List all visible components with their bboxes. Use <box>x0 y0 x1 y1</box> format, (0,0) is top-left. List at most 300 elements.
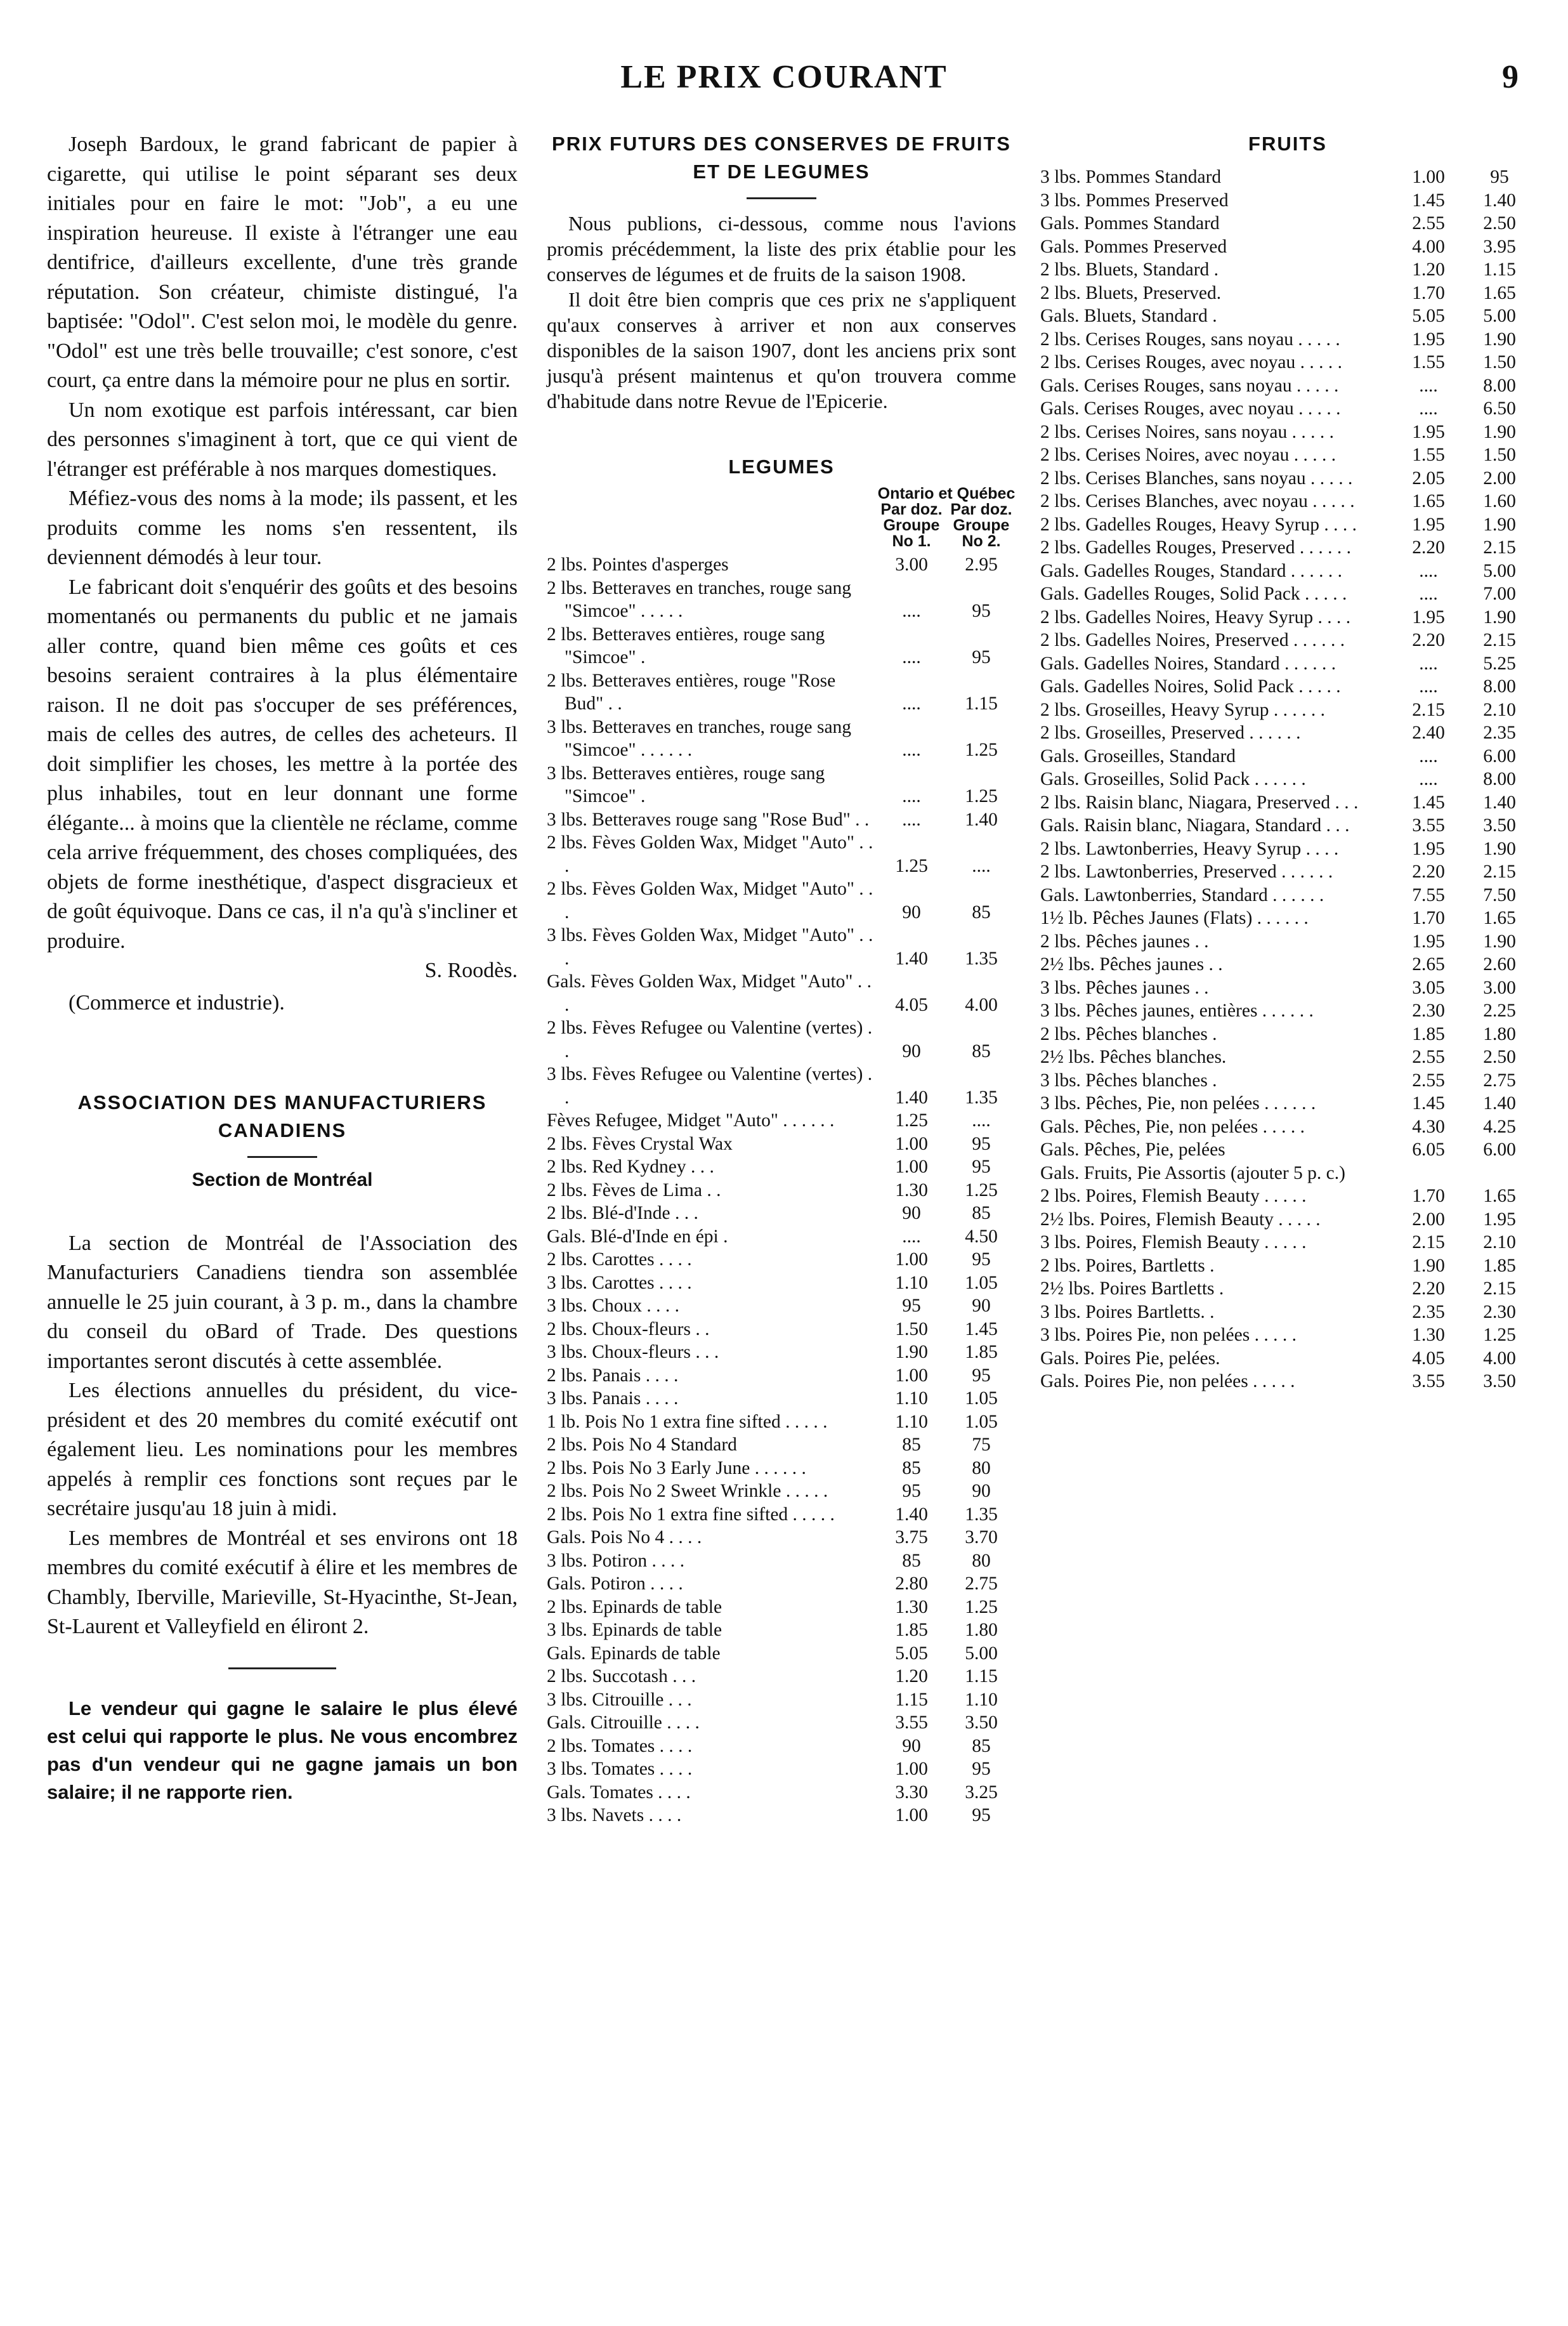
product-name: 2 lbs. Fèves Golden Wax, Midget "Auto" . . . <box>547 832 873 876</box>
legumes-row <box>547 1480 1016 1503</box>
price-group-1: 1.50 <box>895 1318 928 1339</box>
product-name: Gals. Pois No 4 . . . . <box>547 1527 702 1547</box>
price-group-2: 2.75 <box>965 1574 998 1594</box>
price-group-2: 3.50 <box>1483 1371 1516 1391</box>
price-group-2: 2.15 <box>1483 537 1516 558</box>
page-title: LE PRIX COURANT <box>620 59 948 95</box>
price-group-2: 1.05 <box>965 1411 998 1432</box>
price-group-2: 7.50 <box>1483 884 1516 905</box>
legumes-row <box>547 831 1016 877</box>
product-name: 2 lbs. Cerises Blanches, sans noyau . . . . . <box>1040 468 1353 489</box>
price-group-1: 1.10 <box>895 1411 928 1432</box>
price-group-2: 1.65 <box>1483 1186 1516 1206</box>
price-group-2: 7.00 <box>1483 584 1516 604</box>
article-paragraph: Méfiez-vous des noms à la mode; ils passent, et les produits comme les noms s'en ressentent, ils deviennent démodés à leur tour. <box>47 487 518 569</box>
legumes-row <box>547 1572 1016 1596</box>
price-group-2: 4.25 <box>1483 1116 1516 1137</box>
price-group-1: 2.80 <box>895 1574 928 1594</box>
price-group-2: 1.40 <box>1483 792 1516 813</box>
product-name: Gals. Cerises Rouges, avec noyau . . . . . <box>1040 398 1341 419</box>
closing-note: Le vendeur qui gagne le salaire le plus élevé est celui qui rapporte le plus. Ne vous encombrez pas d'un vendeur qui ne gagne jamais un bon salaire; il ne rapporte rien. <box>47 1697 518 1803</box>
group-subheads <box>547 502 1016 549</box>
product-name: 2 lbs. Pêches blanches . <box>1040 1023 1217 1044</box>
article-paragraph: Un nom exotique est parfois intéressant, car bien des personnes s'imaginent à tort, que ce qui vient de l'étranger est préférable à nos marques domestiques. <box>47 398 518 481</box>
price-group-1: 3.55 <box>895 1712 928 1733</box>
product-name: 2 lbs. Groseilles, Heavy Syrup . . . . . . <box>1040 699 1326 720</box>
fruits-row <box>1040 675 1535 699</box>
price-group-2: 95 <box>972 1759 991 1779</box>
price-group-1: 1.00 <box>1412 167 1445 187</box>
fruits-row <box>1040 189 1535 213</box>
product-name: 2 lbs. Lawtonberries, Heavy Syrup . . . . <box>1040 838 1339 859</box>
price-group-2: 85 <box>972 902 991 923</box>
left-column <box>47 130 518 1806</box>
product-name: 2 lbs. Pois No 2 Sweet Wrinkle . . . . . <box>547 1481 828 1501</box>
price-group-2: 1.35 <box>965 1087 998 1108</box>
legumes-row <box>547 1619 1016 1642</box>
fruits-row <box>1040 1208 1535 1232</box>
fruits-row <box>1040 1254 1535 1278</box>
fruits-row <box>1040 212 1535 235</box>
price-group-2: .... <box>972 855 991 876</box>
price-group-1: 5.05 <box>895 1643 928 1664</box>
product-name: Fèves Refugee, Midget "Auto" . . . . . . <box>547 1110 835 1131</box>
price-group-2: 1.60 <box>1483 491 1516 511</box>
legumes-row <box>547 1410 1016 1434</box>
price-group-1: .... <box>1419 676 1438 697</box>
product-name: 2½ lbs. Poires Bartletts . <box>1040 1278 1224 1299</box>
product-name: 2 lbs. Gadelles Noires, Preserved . . . . . . <box>1040 630 1345 650</box>
price-group-1: 85 <box>902 1435 921 1455</box>
price-group-2: 2.60 <box>1483 954 1516 975</box>
product-name: 2 lbs. Pois No 4 Standard <box>547 1435 737 1455</box>
price-group-1: 2.40 <box>1412 723 1445 743</box>
product-name: 3 lbs. Poires Bartletts. . <box>1040 1301 1215 1322</box>
fruits-row <box>1040 328 1535 352</box>
price-group-1: 1.30 <box>895 1179 928 1200</box>
fruits-row <box>1040 721 1535 745</box>
legumes-row <box>547 1271 1016 1295</box>
price-group-2: 2.25 <box>1483 1001 1516 1021</box>
price-group-1: .... <box>1419 653 1438 674</box>
product-name: 3 lbs. Pêches jaunes . . <box>1040 977 1209 998</box>
fruits-row <box>1040 235 1535 259</box>
price-group-1: 4.05 <box>895 994 928 1015</box>
price-group-2: .... <box>972 1110 991 1131</box>
product-name: 3 lbs. Choux . . . . <box>547 1296 679 1316</box>
legumes-row <box>547 1688 1016 1712</box>
product-name: 3 lbs. Fèves Refugee ou Valentine (vertes) . . <box>547 1064 873 1108</box>
group-2-label: Par doz. Groupe No 2. <box>950 501 1012 550</box>
price-group-2: 1.25 <box>1483 1325 1516 1345</box>
legumes-row <box>547 669 1016 716</box>
price-group-2: 1.25 <box>965 1596 998 1617</box>
price-group-2: 1.40 <box>1483 190 1516 211</box>
legumes-row <box>547 1248 1016 1271</box>
fruits-row <box>1040 444 1535 467</box>
product-name: Gals. Gadelles Rouges, Standard . . . . . . <box>1040 560 1343 581</box>
fruits-heading: FRUITS <box>1248 133 1327 155</box>
association-paragraph: Les élections annuelles du président, du vice-président et des 20 membres du comité exécutif ont également lieu. Les nominations pour les membres appelés à remplir ces fonctions sont reçues par le secrétaire jusqu'au 18 juin à midi. <box>47 1379 518 1520</box>
fruits-row <box>1040 1277 1535 1301</box>
product-name: Gals. Groseilles, Solid Pack . . . . . . <box>1040 769 1306 789</box>
price-group-1: 5.05 <box>1412 306 1445 326</box>
fruits-row <box>1040 166 1535 189</box>
product-name: 2 lbs. Pois No 1 extra fine sifted . . . . . <box>547 1504 835 1525</box>
fruits-row <box>1040 976 1535 1000</box>
fruits-row <box>1040 860 1535 884</box>
section-heading: Section de Montréal <box>192 1169 373 1190</box>
product-name: 3 lbs. Betteraves entières, rouge sang "Simcoe" . <box>547 763 825 806</box>
product-name: 2 lbs. Raisin blanc, Niagara, Preserved . . . <box>1040 792 1359 813</box>
price-group-1: 2.00 <box>1412 1209 1445 1230</box>
price-group-1: 1.45 <box>1412 1093 1445 1114</box>
price-group-2: 85 <box>972 1203 991 1223</box>
fruits-row <box>1040 421 1535 444</box>
legumes-row <box>547 1133 1016 1156</box>
legumes-row <box>547 1179 1016 1202</box>
fruits-row <box>1040 884 1535 907</box>
product-name: Gals. Groseilles, Standard <box>1040 746 1236 766</box>
product-name: 2½ lbs. Pêches blanches. <box>1040 1047 1227 1067</box>
product-name: 2 lbs. Choux-fleurs . . <box>547 1318 710 1339</box>
price-group-1: 2.20 <box>1412 537 1445 558</box>
product-name: 2 lbs. Poires, Bartletts . <box>1040 1255 1215 1276</box>
price-group-1 <box>1393 1162 1464 1185</box>
price-group-2: 2.50 <box>1483 1047 1516 1067</box>
price-group-1: .... <box>902 693 921 714</box>
price-group-2: 1.90 <box>1483 421 1516 442</box>
product-name: Gals. Epinards de table <box>547 1643 721 1664</box>
article-signature: S. Roodès. <box>424 959 518 982</box>
product-name: Gals. Pêches, Pie, non pelées . . . . . <box>1040 1116 1305 1137</box>
price-group-1: 1.30 <box>1412 1325 1445 1345</box>
price-group-1: .... <box>1419 584 1438 604</box>
price-group-1: 3.55 <box>1412 1371 1445 1391</box>
price-group-2: 3.95 <box>1483 236 1516 257</box>
product-name: 2 lbs. Fèves de Lima . . <box>547 1179 721 1200</box>
price-group-2: 1.65 <box>1483 282 1516 303</box>
price-group-2: 2.50 <box>1483 213 1516 233</box>
price-group-2: 95 <box>972 1365 991 1386</box>
price-group-1: 1.85 <box>1412 1023 1445 1044</box>
fruits-row <box>1040 652 1535 676</box>
product-name: 2½ lbs. Pêches jaunes . . <box>1040 954 1223 975</box>
fruits-row <box>1040 351 1535 374</box>
page-number: 9 <box>1502 59 1519 95</box>
price-group-1: 1.00 <box>895 1157 928 1177</box>
price-group-2: 2.10 <box>1483 1232 1516 1252</box>
fruits-row <box>1040 814 1535 838</box>
fruits-row <box>1040 930 1535 954</box>
price-group-1: 1.00 <box>895 1133 928 1154</box>
price-group-2: 3.70 <box>965 1527 998 1547</box>
legumes-row <box>547 1503 1016 1527</box>
conserves-paragraph: Nous publions, ci-dessous, comme nous l'avions promis précédemment, la liste des prix établie pour les conserves de légumes et de fruits de la saison 1908. <box>547 212 1016 286</box>
price-group-1: 1.40 <box>895 1504 928 1525</box>
price-group-1: 1.85 <box>895 1620 928 1640</box>
fruits-row <box>1040 907 1535 930</box>
price-group-2: 1.90 <box>1483 514 1516 535</box>
price-group-1: 2.35 <box>1412 1301 1445 1322</box>
fruits-row <box>1040 582 1535 606</box>
legumes-row <box>547 1457 1016 1480</box>
price-group-2: 2.15 <box>1483 630 1516 650</box>
price-group-1: 2.20 <box>1412 1278 1445 1299</box>
price-group-2: 2.35 <box>1483 723 1516 743</box>
price-group-1: 2.65 <box>1412 954 1445 975</box>
price-group-2: 6.50 <box>1483 398 1516 419</box>
fruits-row <box>1040 374 1535 398</box>
conserves-heading: PRIX FUTURS DES CONSERVES DE FRUITS ET DE LEGUMES <box>552 133 1011 183</box>
legumes-row <box>547 1063 1016 1109</box>
product-name: 3 lbs. Navets . . . . <box>547 1805 682 1825</box>
product-name: 2 lbs. Gadelles Rouges, Heavy Syrup . . . . <box>1040 514 1357 535</box>
price-group-1: 1.40 <box>895 1087 928 1108</box>
fruits-row <box>1040 397 1535 421</box>
price-group-2: 6.00 <box>1483 746 1516 766</box>
product-name: 2 lbs. Betteraves entières, rouge "Rose Bud" . . <box>547 670 836 714</box>
price-group-1: 1.20 <box>1412 260 1445 280</box>
price-group-2: 1.85 <box>965 1342 998 1362</box>
product-name: 2 lbs. Epinards de table <box>547 1596 722 1617</box>
price-group-1: 4.05 <box>1412 1348 1445 1369</box>
price-group-2: 1.35 <box>965 1504 998 1525</box>
price-group-2: 2.95 <box>965 555 998 575</box>
price-group-1: .... <box>902 647 921 667</box>
product-name: 3 lbs. Pommes Preserved <box>1040 190 1229 211</box>
product-name: 2 lbs. Red Kydney . . . <box>547 1157 714 1177</box>
price-group-1: 1.00 <box>895 1365 928 1386</box>
right-column <box>1040 130 1535 1393</box>
fruits-row <box>1040 1046 1535 1069</box>
product-name: 2 lbs. Carottes . . . . <box>547 1249 692 1270</box>
legumes-row <box>547 1016 1016 1063</box>
price-group-1: .... <box>1419 746 1438 766</box>
product-name: 3 lbs. Pêches, Pie, non pelées . . . . . . <box>1040 1093 1316 1114</box>
price-group-2: 1.25 <box>965 740 998 760</box>
price-group-1: 1.70 <box>1412 1186 1445 1206</box>
fruits-row <box>1040 629 1535 652</box>
product-name: 3 lbs. Carottes . . . . <box>547 1272 692 1293</box>
price-group-2: 3.00 <box>1483 977 1516 998</box>
legumes-row <box>547 877 1016 924</box>
price-group-1: 1.45 <box>1412 792 1445 813</box>
product-name: 2 lbs. Cerises Noires, sans noyau . . . . . <box>1040 421 1334 442</box>
legumes-row <box>547 1294 1016 1318</box>
price-group-1: 3.75 <box>895 1527 928 1547</box>
price-group-1: 2.55 <box>1412 1070 1445 1091</box>
separator-rule <box>228 1667 336 1669</box>
legumes-row <box>547 1758 1016 1781</box>
product-name: 2 lbs. Betteraves en tranches, rouge sang "Simcoe" . . . . . <box>547 577 852 621</box>
price-group-2: 95 <box>972 647 991 667</box>
price-group-1: 4.30 <box>1412 1116 1445 1137</box>
price-group-2: 95 <box>972 601 991 621</box>
product-name: 2 lbs. Bluets, Standard . <box>1040 260 1219 280</box>
price-group-2: 1.90 <box>1483 931 1516 952</box>
legumes-row <box>547 1549 1016 1573</box>
product-name: 2 lbs. Pointes d'asperges <box>547 555 729 575</box>
fruits-row <box>1040 1301 1535 1324</box>
legumes-row <box>547 1225 1016 1249</box>
product-name: 2 lbs. Panais . . . . <box>547 1365 679 1386</box>
product-name: Gals. Citrouille . . . . <box>547 1712 700 1733</box>
price-group-1: 1.95 <box>1412 421 1445 442</box>
page-header <box>0 58 1568 103</box>
price-group-1: 1.25 <box>895 1110 928 1131</box>
product-name: 3 lbs. Poires Pie, non pelées . . . . . <box>1040 1325 1297 1345</box>
product-name: 3 lbs. Pêches blanches . <box>1040 1070 1217 1091</box>
fruits-row <box>1040 1324 1535 1347</box>
product-name: 3 lbs. Tomates . . . . <box>547 1759 693 1779</box>
price-group-2: 1.50 <box>1483 352 1516 372</box>
product-name: 3 lbs. Poires, Flemish Beauty . . . . . <box>1040 1232 1307 1252</box>
price-group-1: 95 <box>902 1296 921 1316</box>
legumes-row <box>547 577 1016 623</box>
price-group-2: 1.95 <box>1483 1209 1516 1230</box>
product-name: Gals. Gadelles Noires, Standard . . . . . . <box>1040 653 1336 674</box>
product-name: 2 lbs. Tomates . . . . <box>547 1735 693 1756</box>
product-name: 2 lbs. Betteraves entières, rouge sang "Simcoe" . <box>547 624 825 667</box>
product-name: 2 lbs. Gadelles Rouges, Preserved . . . . . . <box>1040 537 1351 558</box>
legumes-heading: LEGUMES <box>728 456 835 478</box>
association-heading: ASSOCIATION DES MANUFACTURIERS CANADIENS <box>77 1091 487 1141</box>
price-group-1: 2.55 <box>1412 213 1445 233</box>
price-group-2: 95 <box>1490 167 1509 187</box>
product-name: 3 lbs. Potiron . . . . <box>547 1550 685 1571</box>
product-name: 2 lbs. Fèves Crystal Wax <box>547 1133 733 1154</box>
legumes-row <box>547 1781 1016 1804</box>
product-name: 3 lbs. Panais . . . . <box>547 1388 679 1409</box>
product-name: Gals. Lawtonberries, Standard . . . . . . <box>1040 884 1324 905</box>
price-group-1: 3.30 <box>895 1782 928 1803</box>
product-name: Gals. Fruits, Pie Assortis (ajouter 5 p. c.) <box>1040 1162 1345 1183</box>
fruits-row <box>1040 490 1535 513</box>
legumes-row <box>547 1596 1016 1619</box>
product-name: Gals. Raisin blanc, Niagara, Standard . . . <box>1040 815 1350 836</box>
article-paragraph: Le fabricant doit s'enquérir des goûts et des besoins momentanés ou permanents du public et ne jamais aller contre, quand bien même ces goûts et ces besoins seraient contraires à la plus élémentaire raison. Il ne doit pas s'occuper de ses préférences, mais de celles des autres, de celles des acheteurs. Il doit simplifier les choses, les mettre à la portée des plus inhabiles, tout en leur donnant une forme élégante... à moins que la clientèle ne réclame, comme cela arrive fréquemment, des choses compliquées, des objets de forme inesthétique, d'aspect disgracieux et de goût équivoque. Dans ce cas, il n'a qu'à s'incliner et produire. <box>47 575 518 953</box>
fruits-row <box>1040 768 1535 791</box>
legumes-row <box>547 1735 1016 1758</box>
price-group-2: 4.50 <box>965 1226 998 1247</box>
price-group-1: 2.20 <box>1412 862 1445 882</box>
price-group-2: 1.50 <box>1483 445 1516 465</box>
price-group-1: 1.10 <box>895 1388 928 1409</box>
association-paragraph: Les membres de Montréal et ses environs ont 18 membres du comité exécutif à élire et les membres de Chambly, Iberville, Marieville, St-Hyacinthe, St-Jean, St-Laurent et Valleyfield en éliront 2. <box>47 1526 518 1638</box>
price-group-2: 95 <box>972 1133 991 1154</box>
legumes-row <box>547 1642 1016 1666</box>
price-group-1: 2.30 <box>1412 1001 1445 1021</box>
price-group-2: 1.15 <box>965 1666 998 1686</box>
price-group-1: 1.20 <box>895 1666 928 1686</box>
price-group-2: 1.40 <box>1483 1093 1516 1114</box>
product-name: 1 lb. Pois No 1 extra fine sifted . . . . . <box>547 1411 828 1432</box>
product-name: 2 lbs. Cerises Blanches, avec noyau . . . . . <box>1040 491 1355 511</box>
product-name: 2 lbs. Gadelles Noires, Heavy Syrup . . . . <box>1040 607 1351 627</box>
fruits-row <box>1040 1138 1535 1162</box>
heading-rule <box>747 197 816 199</box>
price-group-1: 2.15 <box>1412 1232 1445 1252</box>
price-group-1: 1.40 <box>895 948 928 969</box>
price-group-2: 2.30 <box>1483 1301 1516 1322</box>
legumes-row <box>547 623 1016 669</box>
price-group-1: 2.55 <box>1412 1047 1445 1067</box>
product-name: Gals. Pommes Preserved <box>1040 236 1227 257</box>
fruits-row <box>1040 745 1535 768</box>
price-group-1: 1.95 <box>1412 607 1445 627</box>
price-group-1: 1.00 <box>895 1805 928 1825</box>
price-group-1: 1.55 <box>1412 352 1445 372</box>
product-name: Gals. Fèves Golden Wax, Midget "Auto" . . . <box>547 971 872 1015</box>
price-group-1: .... <box>1419 769 1438 789</box>
fruits-row <box>1040 606 1535 629</box>
fruits-row <box>1040 1347 1535 1370</box>
legumes-row <box>547 1318 1016 1341</box>
conserves-paragraph: Il doit être bien compris que ces prix ne s'appliquent qu'aux conserves à arriver et non aux conserves disponibles de la saison 1907, dont les anciens prix sont jusqu'à présent maintenus et qu'on trouvera comme d'habitude dans notre Revue de l'Epicerie. <box>547 288 1016 412</box>
price-group-2: 1.25 <box>965 1179 998 1200</box>
price-group-1: 1.45 <box>1412 190 1445 211</box>
product-name: Gals. Bluets, Standard . <box>1040 306 1217 326</box>
price-group-1: 3.05 <box>1412 977 1445 998</box>
price-group-2: 2.15 <box>1483 862 1516 882</box>
legumes-row <box>547 924 1016 970</box>
price-group-2: 1.65 <box>1483 908 1516 928</box>
price-group-1: 2.20 <box>1412 630 1445 650</box>
price-group-2: 80 <box>972 1550 991 1571</box>
product-name: 2 lbs. Cerises Noires, avec noyau . . . . . <box>1040 445 1336 465</box>
product-name: 2 lbs. Cerises Rouges, sans noyau . . . . . <box>1040 329 1340 350</box>
product-name: 2 lbs. Fèves Refugee ou Valentine (vertes) . . <box>547 1018 873 1061</box>
price-group-2: 4.00 <box>965 994 998 1015</box>
legumes-row <box>547 1341 1016 1364</box>
product-name: 2 lbs. Lawtonberries, Preserved . . . . . . <box>1040 862 1333 882</box>
legumes-row <box>547 1387 1016 1410</box>
legumes-row <box>547 553 1016 577</box>
price-group-1: 85 <box>902 1550 921 1571</box>
heading-rule <box>247 1156 317 1158</box>
price-group-2: 85 <box>972 1735 991 1756</box>
price-group-1: 1.95 <box>1412 514 1445 535</box>
product-name: Gals. Cerises Rouges, sans noyau . . . . . <box>1040 375 1339 396</box>
product-name: 2 lbs. Pois No 3 Early June . . . . . . <box>547 1457 806 1478</box>
product-name: 3 lbs. Betteraves en tranches, rouge sang "Simcoe" . . . . . . <box>547 716 852 760</box>
price-group-1: 7.55 <box>1412 884 1445 905</box>
product-name: Gals. Pommes Standard <box>1040 213 1220 233</box>
price-group-2: 1.90 <box>1483 838 1516 859</box>
product-name: 3 lbs. Fèves Golden Wax, Midget "Auto" . . . <box>547 925 873 969</box>
price-group-2: 3.50 <box>1483 815 1516 836</box>
price-group-1: 3.00 <box>895 555 928 575</box>
product-name: 2 lbs. Succotash . . . <box>547 1666 696 1686</box>
legumes-row <box>547 1155 1016 1179</box>
product-name: 3 lbs. Choux-fleurs . . . <box>547 1342 719 1362</box>
group-head <box>547 486 1016 502</box>
price-group-2: 1.45 <box>965 1318 998 1339</box>
price-group-2: 1.80 <box>1483 1023 1516 1044</box>
price-group-2: 1.90 <box>1483 607 1516 627</box>
price-group-1: .... <box>902 809 921 830</box>
price-group-2: 2.00 <box>1483 468 1516 489</box>
fruits-row <box>1040 536 1535 560</box>
fruits-row <box>1040 258 1535 282</box>
price-group-1: 2.15 <box>1412 699 1445 720</box>
product-name: 2 lbs. Fèves Golden Wax, Midget "Auto" . . . <box>547 879 873 923</box>
price-group-1: .... <box>1419 398 1438 419</box>
legumes-row <box>547 1364 1016 1388</box>
legumes-row <box>547 1526 1016 1549</box>
association-paragraph: La section de Montréal de l'Association des Manufacturiers Canadiens tiendra son assemblée annuelle le 25 juin courant, à 3 p. m., dans la chambre du conseil du oBard of Trade. Des questions importantes seront discutés à cette assemblée. <box>47 1231 518 1373</box>
